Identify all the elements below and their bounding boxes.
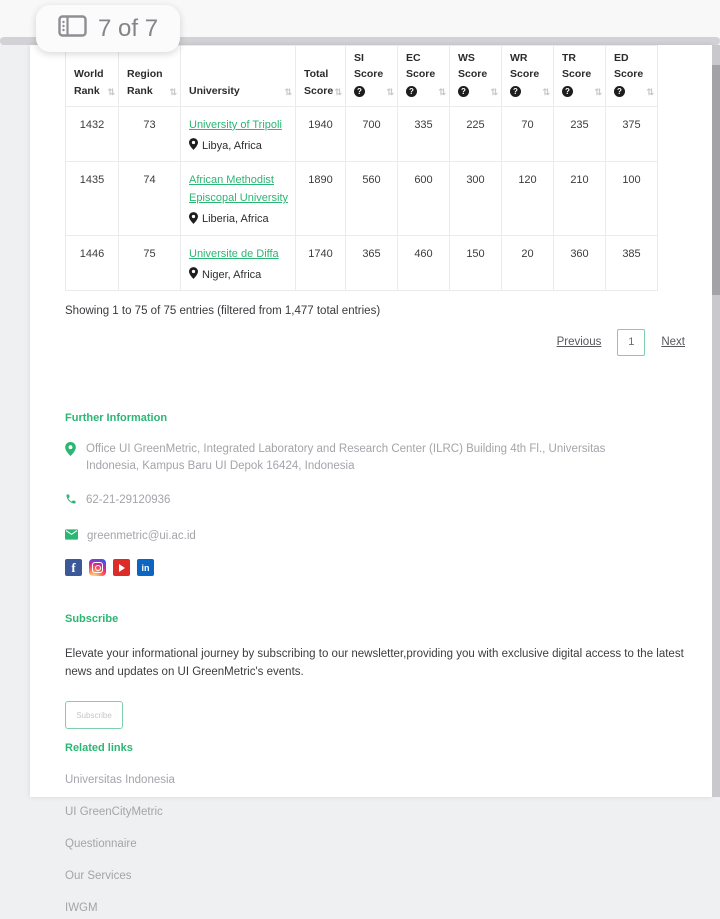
table-header-row <box>66 46 658 107</box>
wr-score-cell: 20 <box>502 235 554 291</box>
col-header-tr-score[interactable]: TR Score ? ⇅ <box>554 46 606 107</box>
related-link-universitas-indonesia[interactable]: Universitas Indonesia <box>65 774 175 787</box>
total-score-cell: 1890 <box>296 162 346 235</box>
col-header-total-score[interactable]: Total Score ⇅ <box>296 46 346 107</box>
sort-icon[interactable]: ⇅ <box>169 86 177 97</box>
help-icon[interactable]: ? <box>562 86 573 97</box>
instagram-icon[interactable] <box>89 559 106 576</box>
next-page-link[interactable]: Next <box>661 336 685 349</box>
location-label: Niger, Africa <box>202 268 262 281</box>
sort-icon[interactable]: ⇅ <box>542 86 550 97</box>
sort-icon[interactable]: ⇅ <box>594 86 602 97</box>
linkedin-icon[interactable]: in <box>137 559 154 576</box>
sort-icon[interactable]: ⇅ <box>438 86 446 97</box>
sort-icon[interactable]: ⇅ <box>490 86 498 97</box>
tr-score-cell: 235 <box>554 106 606 162</box>
ws-score-cell: 150 <box>450 235 502 291</box>
help-icon[interactable]: ? <box>406 86 417 97</box>
ec-score-cell: 460 <box>398 235 450 291</box>
university-cell <box>181 235 296 291</box>
university-cell <box>181 162 296 235</box>
sort-icon[interactable]: ⇅ <box>646 86 654 97</box>
col-header-ws-score[interactable]: WS Score ? ⇅ <box>450 46 502 107</box>
table-row <box>66 106 658 162</box>
youtube-icon[interactable] <box>113 559 130 576</box>
ed-score-cell: 375 <box>606 106 658 162</box>
university-link[interactable]: African Methodist Episcopal University <box>189 174 289 204</box>
world-rank-cell: 1446 <box>66 235 119 291</box>
col-header-si-score[interactable]: SI Score ? ⇅ <box>346 46 398 107</box>
help-icon[interactable]: ? <box>510 86 521 97</box>
ed-score-cell: 385 <box>606 235 658 291</box>
sort-icon[interactable]: ⇅ <box>386 86 394 97</box>
world-rank-cell: 1435 <box>66 162 119 235</box>
related-link-ui-greencitymetric[interactable]: UI GreenCityMetric <box>65 806 163 819</box>
scrollbar[interactable] <box>712 45 720 797</box>
tr-score-cell: 360 <box>554 235 606 291</box>
phone-number: 62-21-29120936 <box>86 494 171 507</box>
previous-page-link[interactable]: Previous <box>556 336 602 349</box>
email-row <box>65 528 684 546</box>
entries-summary: Showing 1 to 75 of 75 entries (filtered from 1,477 total entries) <box>65 305 381 318</box>
location-pin-icon <box>65 441 77 475</box>
address-text: Office UI GreenMetric, Integrated Laboratory and Research Center (ILRC) Building 4th Fl., Universitas Indonesia, Kampus Baru UI Depok 16424, Indonesia <box>86 443 606 473</box>
region-rank-cell: 75 <box>119 235 181 291</box>
table-row <box>66 162 658 235</box>
subscribe-button[interactable]: Subscribe <box>65 701 123 729</box>
col-header-ec-score[interactable]: EC Score ? ⇅ <box>398 46 450 107</box>
related-link-questionnaire[interactable]: Questionnaire <box>65 838 137 851</box>
ranking-table <box>65 45 658 291</box>
world-rank-cell: 1432 <box>66 106 119 162</box>
related-links-title: Related links <box>65 742 133 755</box>
si-score-cell: 700 <box>346 106 398 162</box>
wr-score-cell: 120 <box>502 162 554 235</box>
tab-counter-badge[interactable] <box>36 5 180 52</box>
phone-row <box>65 492 684 511</box>
tab-overview-icon <box>58 15 87 42</box>
further-information-title: Further Information <box>65 412 168 425</box>
ed-score-cell: 100 <box>606 162 658 235</box>
email-address: greenmetric@ui.ac.id <box>87 530 196 543</box>
sort-icon[interactable]: ⇅ <box>107 86 115 97</box>
related-link-our-services[interactable]: Our Services <box>65 870 132 883</box>
facebook-icon[interactable]: f <box>65 559 82 576</box>
col-header-wr-score[interactable]: WR Score ? ⇅ <box>502 46 554 107</box>
total-score-cell: 1940 <box>296 106 346 162</box>
col-header-university[interactable]: University ⇅ <box>181 46 296 107</box>
scrollbar-thumb[interactable] <box>712 65 720 295</box>
location-label: Libya, Africa <box>202 139 262 152</box>
col-header-ed-score[interactable]: ED Score ? ⇅ <box>606 46 658 107</box>
ws-score-cell: 225 <box>450 106 502 162</box>
university-link[interactable]: Universite de Diffa <box>189 247 279 260</box>
si-score-cell: 365 <box>346 235 398 291</box>
location-pin-icon <box>189 267 198 282</box>
university-link[interactable]: University of Tripoli <box>189 118 282 131</box>
pagination <box>65 327 685 357</box>
help-icon[interactable]: ? <box>614 86 625 97</box>
location-label: Liberia, Africa <box>202 213 269 226</box>
region-rank-cell: 73 <box>119 106 181 162</box>
related-links-list <box>65 770 684 919</box>
main-card <box>30 45 712 915</box>
related-link-iwgm[interactable]: IWGM <box>65 902 98 915</box>
help-icon[interactable]: ? <box>458 86 469 97</box>
subscribe-title: Subscribe <box>65 613 119 626</box>
sort-icon[interactable]: ⇅ <box>334 86 342 97</box>
ec-score-cell: 335 <box>398 106 450 162</box>
university-cell <box>181 106 296 162</box>
email-icon <box>65 528 78 546</box>
ec-score-cell: 600 <box>398 162 450 235</box>
address-row <box>65 441 684 475</box>
tab-counter-label: 7 of 7 <box>98 14 159 42</box>
phone-icon <box>65 492 77 511</box>
social-icons-row <box>65 559 684 576</box>
location-pin-icon <box>189 138 198 153</box>
table-row <box>66 235 658 291</box>
tr-score-cell: 210 <box>554 162 606 235</box>
total-score-cell: 1740 <box>296 235 346 291</box>
wr-score-cell: 70 <box>502 106 554 162</box>
region-rank-cell: 74 <box>119 162 181 235</box>
col-header-world-rank[interactable]: World Rank ⇅ <box>66 46 119 107</box>
ws-score-cell: 300 <box>450 162 502 235</box>
current-page-button[interactable]: 1 <box>617 329 645 356</box>
sort-icon[interactable]: ⇅ <box>284 86 292 97</box>
help-icon[interactable]: ? <box>354 86 365 97</box>
subscribe-description: Elevate your informational journey by subscribing to our newsletter,providing you with exclusive digital access to the latest news and updates on UI GreenMetric's events. <box>65 648 684 679</box>
col-header-region-rank[interactable]: Region Rank ⇅ <box>119 46 181 107</box>
si-score-cell: 560 <box>346 162 398 235</box>
location-pin-icon <box>189 212 198 227</box>
